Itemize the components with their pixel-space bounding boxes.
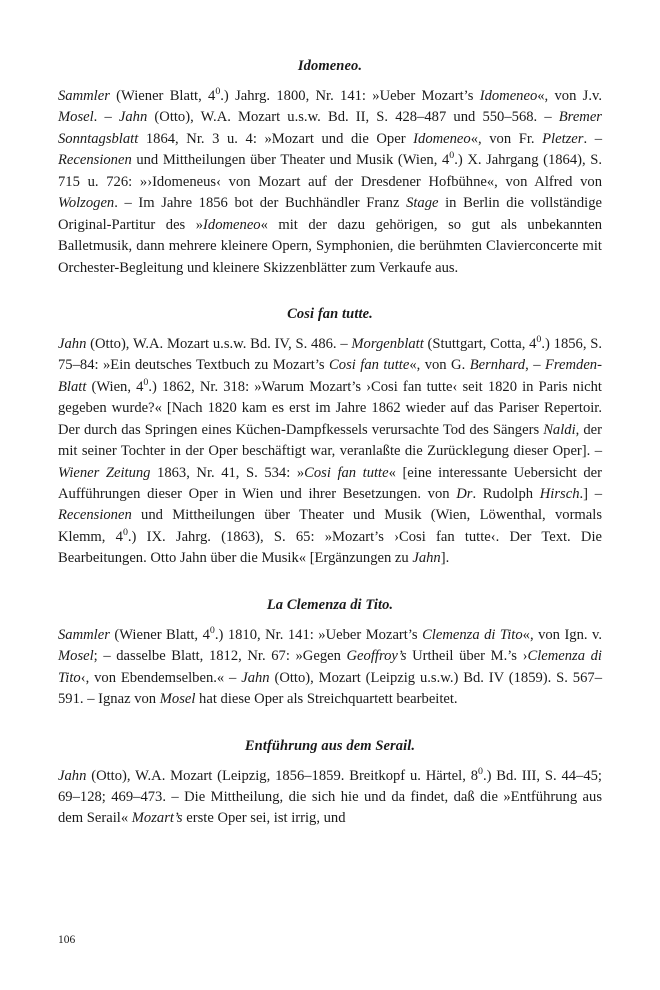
section-body-cosi-fan-tutte: Jahn (Otto), W.A. Mozart u.s.w. Bd. IV, S. 486. – Morgenblatt (Stuttgart, Cotta, $4^0$.) 1856, S. 75–84: »Ein deutsches Textbuch zu Mozart’s Cosi fan tutte«, von G. Bernhard, – Fremden-Blatt (Wien, $4^0$.) 1862, Nr. 318: »Warum Mozart’s ›Cosi fan tutte‹ seit 1820 in Paris nicht gegeben wurde?« [Nach 1820 kam es erst im Jahre 1862 wieder auf das Pariser Repertoir. Der durch das Springen eines Küchen-Dampfkessels verursachte Tod des Sängers Naldi, der mit seiner Tochter in der Oper beschäftigt war, veranlaßte die Zurücklegung dieser Oper]. – Wiener Zeitung 1863, Nr. 41, S. 534: »Cosi fan tutte« [eine interessante Uebersicht der Aufführungen dieser Oper in Wien und ihrer Besetzungen. von Dr. Rudolph Hirsch.] – Recensionen und Mittheilungen über Theater und Musik (Wien, Löwenthal, vormals Klemm, $4^0$.) IX. Jahrg. (1863), S. 65: »Mozart’s ›Cosi fan tutte‹. Der Text. Die Bearbeitungen. Otto Jahn über die Musik« [Ergänzungen zu Jahn]. [58, 334, 602, 567]
page-number: 106 [58, 934, 76, 946]
section-body-entfuehrung-aus-dem-serail: Jahn (Otto), W.A. Mozart (Leipzig, 1856–1859. Breitkopf u. Härtel, $8^0$.) Bd. III, S. 44–45; 69–128; 469–473. – Die Mittheilung, die sich hie und da findet, daß die »Entführung aus dem Serail« Mozart’s erste Oper sei, ist irrig, und [58, 765, 602, 827]
section-heading-cosi-fan-tutte: Cosi fan tutte. [287, 305, 373, 322]
section-heading-la-clemenza-di-tito: La Clemenza di Tito. [266, 596, 394, 613]
section-body-idomeneo: Sammler (Wiener Blatt, $4^0$.) Jahrg. 1800, Nr. 141: »Ueber Mozart’s Idomeneo«, von J.v. Mosel. – Jahn (Otto), W.A. Mozart u.s.w. Bd. II, S. 428–487 und 550–568. – Bremer Sonntagsblatt 1864, Nr. 3 u. 4: »Mozart und die Oper Idomeneo«, von Fr. Pletzer. – Recensionen und Mittheilungen über Theater und Musik (Wien, $4^0$.) X. Jahrgang (1864), S. 715 u. 726: »›Idomeneus‹ von Mozart auf der Dresdener Hofbühne«, von Alfred von Wolzogen. – Im Jahre 1856 bot der Buchhändler Franz Stage in Berlin die vollständige Original-Partitur des »Idomeneo« mit der dazu gehörigen, so gut als unbekannten Balletmusik, dann mehrere kleinere Opern, Symphonien, die berühmten Clavierconcerte mit Orchester-Begleitung und kleinere Skizzenblätter zum Verkaufe aus. [58, 86, 603, 276]
section-heading-idomeneo: Idomeneo. [297, 58, 363, 74]
section-heading-entfuehrung-aus-dem-serail: Entführung aus dem Serail. [244, 737, 416, 754]
section-body-la-clemenza-di-tito: Sammler (Wiener Blatt, $4^0$.) 1810, Nr. 141: »Ueber Mozart’s Clemenza di Tito«, von Ign. v. Mosel; – dasselbe Blatt, 1812, Nr. 67: »Gegen Geoffroy’s Urtheil über M.’s ›Clemenza di Tito‹, von Ebendemselben.« – Jahn (Otto), Mozart (Leipzig u.s.w.) Bd. IV (1859). S. 567–591. – Ignaz von Mosel hat diese Oper als Streichquartett bearbeitet. [58, 624, 603, 708]
